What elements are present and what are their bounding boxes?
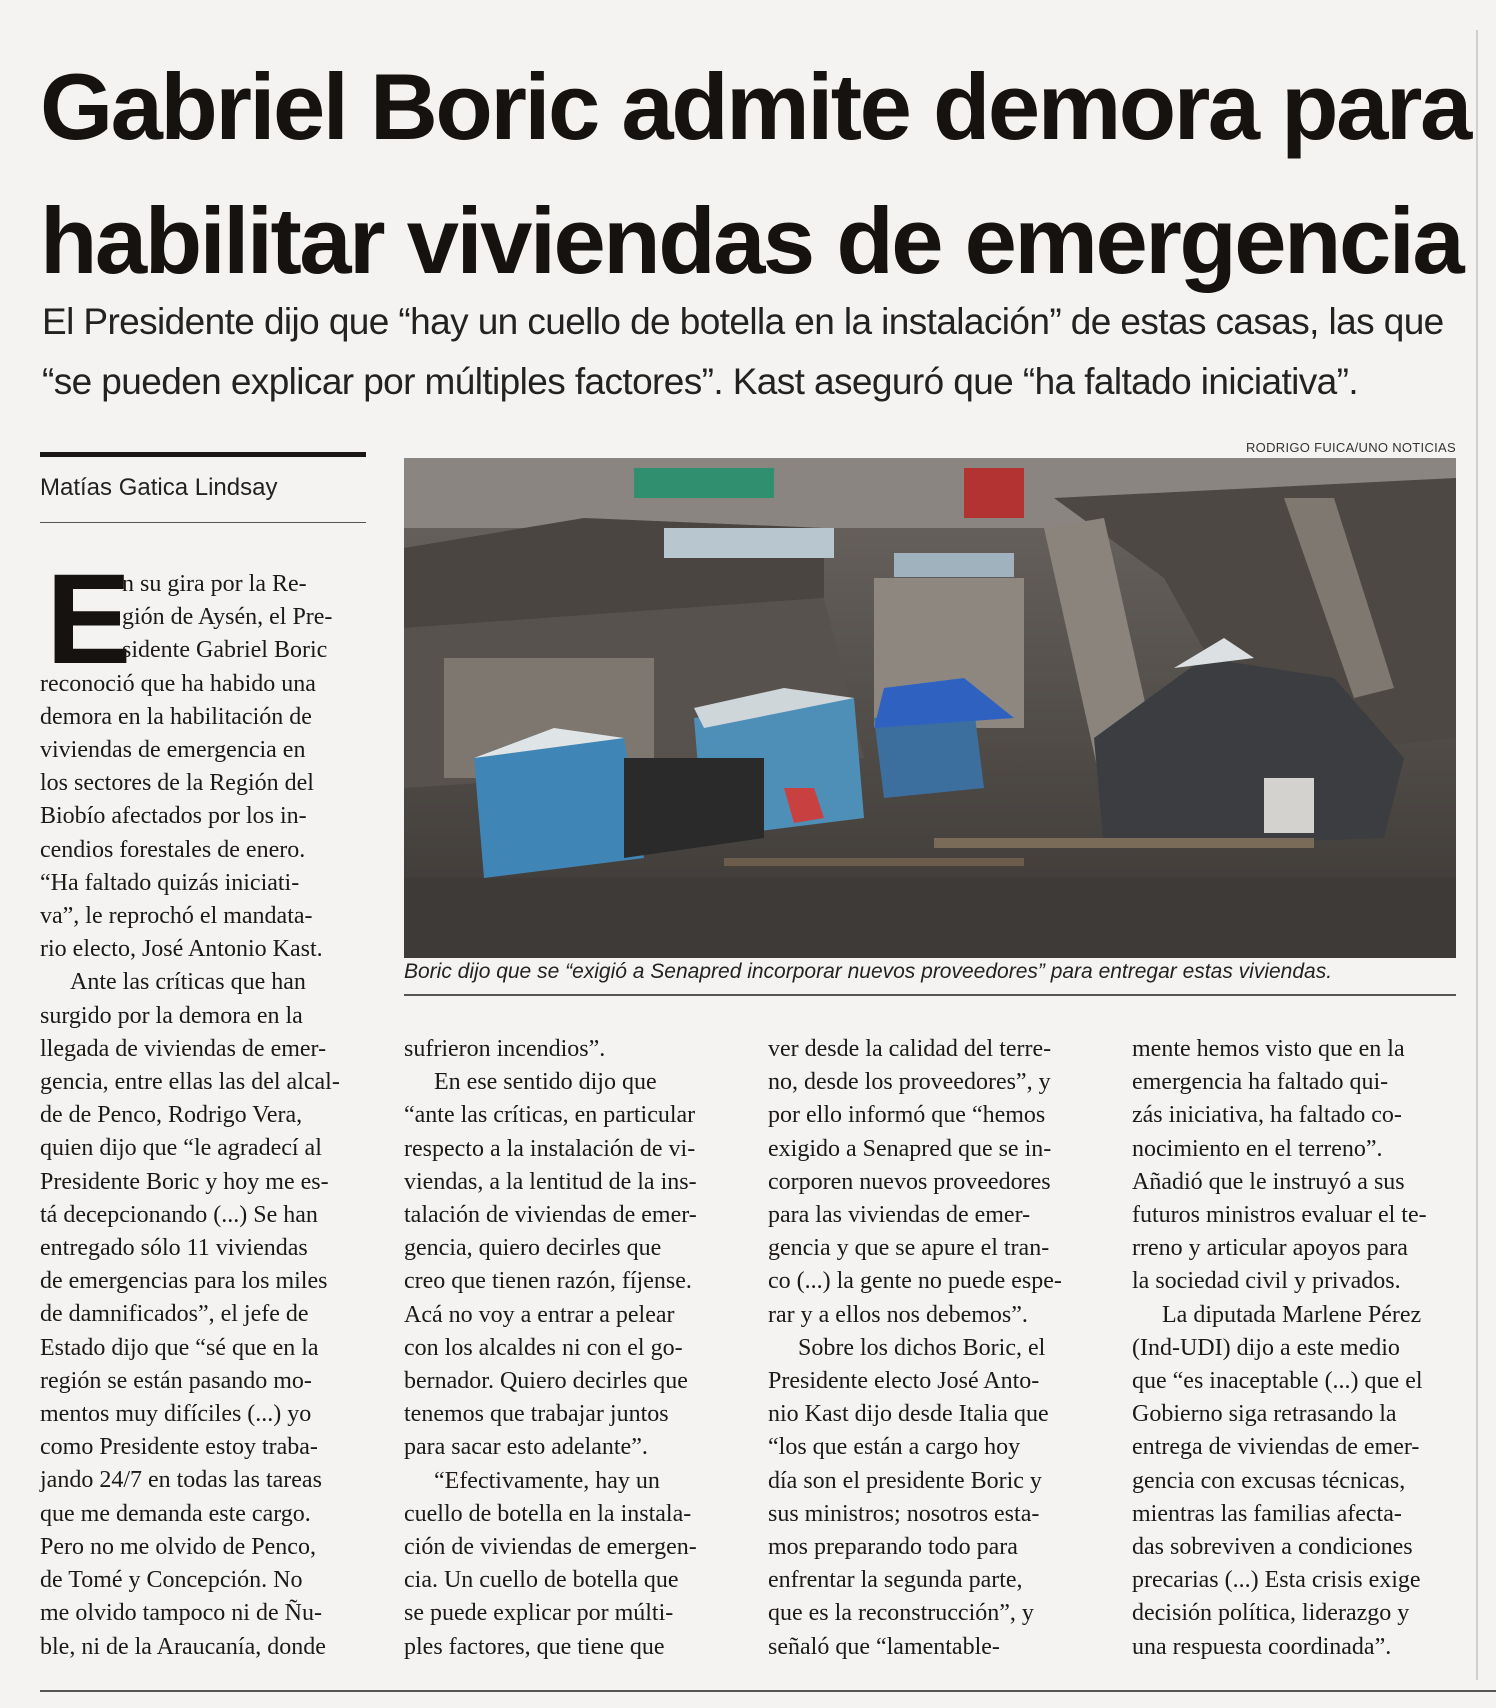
text-line: ción de viviendas de emergen- <box>404 1534 697 1561</box>
text-line: co (...) la gente no puede espe- <box>768 1268 1062 1295</box>
article-column-3 <box>768 1033 1098 1664</box>
text-line: para sacar esto adelante”. <box>404 1434 648 1461</box>
text-line: corporen nuevos proveedores <box>768 1168 1051 1195</box>
news-photo <box>404 458 1456 958</box>
text-line: (Ind-UDI) dijo a este medio <box>1132 1334 1400 1361</box>
text-line: decisión política, liderazgo y <box>1132 1600 1410 1627</box>
text-line: Biobío afectados por los in- <box>40 803 307 830</box>
text-line: precarias (...) Esta crisis exige <box>1132 1567 1421 1594</box>
column-divider <box>1476 30 1478 1680</box>
text-line: emergencia ha faltado qui- <box>1132 1069 1389 1096</box>
text-line: Presidente Boric y hoy me es- <box>40 1168 329 1195</box>
text-line: reconoció que ha habido una <box>40 670 316 697</box>
text-line: mos preparando todo para <box>768 1534 1018 1561</box>
text-line: con los alcaldes ni con el go- <box>404 1334 683 1361</box>
text-line: futuros ministros evaluar el te- <box>1132 1202 1427 1229</box>
text-line: rar y a ellos nos debemos”. <box>768 1301 1028 1328</box>
text-line: que es la reconstrucción”, y <box>768 1600 1034 1627</box>
text-line: llegada de viviendas de emer- <box>40 1035 327 1062</box>
text-line: creo que tienen razón, fíjense. <box>404 1268 692 1295</box>
text-line: la sociedad civil y privados. <box>1132 1268 1401 1295</box>
caption-rule <box>404 994 1456 996</box>
text-line: Gobierno siga retrasando la <box>1132 1401 1397 1428</box>
text-line: Acá no voy a entrar a pelear <box>404 1301 675 1328</box>
article-column-4 <box>1132 1033 1462 1664</box>
text-line: Estado dijo que “sé que en la <box>40 1334 319 1361</box>
text-line: mientras las familias afecta- <box>1132 1500 1402 1527</box>
text-line: entregado sólo 11 viviendas <box>40 1235 308 1262</box>
text-line: gencia, quiero decirles que <box>404 1235 662 1262</box>
text-line: tá decepcionando (...) Se han <box>40 1201 318 1228</box>
headline-line: habilitar viviendas de emergencia <box>40 188 1463 293</box>
text-line: mente hemos visto que en la <box>1132 1036 1405 1062</box>
text-line: rio electo, José Antonio Kast. <box>40 936 323 963</box>
text-line: viendas, a la lentitud de la ins- <box>404 1168 697 1195</box>
photo-caption: Boric dijo que se “exigió a Senapred incorporar nuevos proveedores” para entregar estas viviendas. <box>404 960 1333 983</box>
text-line: los sectores de la Región del <box>40 770 314 797</box>
text-line: Ante las críticas que han <box>70 969 306 996</box>
text-line: enfrentar la segunda parte, <box>768 1567 1023 1594</box>
text-line: de damnificados”, el jefe de <box>40 1301 309 1328</box>
text-line: como Presidente estoy traba- <box>40 1434 318 1461</box>
text-line: ples factores, que tiene que <box>404 1633 665 1660</box>
bottom-rule <box>40 1690 1496 1692</box>
text-line: n su gira por la Re- <box>122 571 307 597</box>
text-line: “ante las críticas, en particular <box>404 1102 696 1129</box>
text-line: Presidente electo José Anto- <box>768 1368 1040 1395</box>
text-line: respecto a la instalación de vi- <box>404 1135 696 1162</box>
byline-top-rule <box>40 452 366 457</box>
text-line: gencia y que se apure el tran- <box>768 1235 1050 1262</box>
text-line: señaló que “lamentable- <box>768 1633 1000 1660</box>
text-line: viviendas de emergencia en <box>40 737 306 764</box>
text-line: por ello informó que “hemos <box>768 1102 1046 1129</box>
text-line: Añadió que le instruyó a sus <box>1132 1168 1405 1195</box>
text-line: nio Kast dijo desde Italia que <box>768 1401 1049 1428</box>
text-line: que “es inaceptable (...) que el <box>1132 1368 1423 1395</box>
drop-cap: E <box>46 548 132 691</box>
article-column-1 <box>40 548 370 1664</box>
text-line: La diputada Marlene Pérez <box>1162 1301 1422 1328</box>
text-line: de emergencias para los miles <box>40 1268 328 1295</box>
text-line: mentos muy difíciles (...) yo <box>40 1401 312 1428</box>
text-line: que me demanda este cargo. <box>40 1500 311 1527</box>
text-line: “Ha faltado quizás iniciati- <box>40 869 300 896</box>
text-line: de Tomé y Concepción. No <box>40 1567 303 1594</box>
deck-line: “se pueden explicar por múltiples factores”. Kast aseguró que “ha faltado iniciativa”. <box>42 361 1359 402</box>
text-line: bernador. Quiero decirles que <box>404 1368 688 1395</box>
text-line: sidente Gabriel Boric <box>122 637 328 664</box>
article-column-2 <box>404 1033 734 1664</box>
text-line: cia. Un cuello de botella que <box>404 1567 679 1594</box>
text-line: talación de viviendas de emer- <box>404 1202 697 1229</box>
text-line: de de Penco, Rodrigo Vera, <box>40 1102 303 1129</box>
photo-credit: RODRIGO FUICA/UNO NOTICIAS <box>1245 440 1456 455</box>
text-line: cuello de botella en la instala- <box>404 1500 692 1527</box>
text-line: una respuesta coordinada”. <box>1132 1633 1392 1660</box>
text-line: me olvido tampoco ni de Ñu- <box>40 1600 322 1627</box>
text-line: no, desde los proveedores”, y <box>768 1069 1051 1096</box>
text-line: surgido por la demora en la <box>40 1002 303 1029</box>
text-line: entrega de viviendas de emer- <box>1132 1434 1420 1461</box>
text-line: para las viviendas de emer- <box>768 1202 1031 1229</box>
text-line: “los que están a cargo hoy <box>768 1434 1021 1461</box>
text-line: “Efectivamente, hay un <box>434 1467 660 1494</box>
text-line: cendios forestales de enero. <box>40 836 306 863</box>
text-line: quien dijo que “le agradecí al <box>40 1135 322 1162</box>
text-line: exigido a Senapred que se in- <box>768 1135 1052 1162</box>
text-line: región se están pasando mo- <box>40 1367 312 1394</box>
text-line: Pero no me olvido de Penco, <box>40 1533 316 1560</box>
text-line: ble, ni de la Araucanía, donde <box>40 1633 326 1660</box>
text-line: En ese sentido dijo que <box>434 1069 657 1096</box>
text-line: rreno y articular apoyos para <box>1132 1235 1408 1262</box>
byline-bottom-rule <box>40 522 366 523</box>
text-line: va”, le reprochó el mandata- <box>40 903 313 930</box>
text-line: Sobre los dichos Boric, el <box>798 1334 1046 1361</box>
text-line: das sobreviven a condiciones <box>1132 1534 1413 1561</box>
headline <box>40 40 1470 308</box>
text-line: demora en la habilitación de <box>40 703 312 730</box>
text-line: gión de Aysén, el Pre- <box>122 604 333 631</box>
text-line: se puede explicar por múlti- <box>404 1600 674 1627</box>
text-line: sufrieron incendios”. <box>404 1036 606 1062</box>
headline-line: Gabriel Boric admite demora para <box>40 54 1470 159</box>
deck-subtitle <box>42 292 1462 412</box>
text-line: día son el presidente Boric y <box>768 1467 1042 1494</box>
text-line: gencia, entre ellas las del alcal- <box>40 1069 340 1096</box>
text-line: ver desde la calidad del terre- <box>768 1036 1052 1062</box>
byline: Matías Gatica Lindsay <box>40 474 278 501</box>
text-line: jando 24/7 en todas las tareas <box>40 1467 322 1494</box>
deck-line: El Presidente dijo que “hay un cuello de botella en la instalación” de estas casas, las que <box>42 301 1444 342</box>
text-line: zás iniciativa, ha faltado co- <box>1132 1102 1402 1129</box>
text-line: nocimiento en el terreno”. <box>1132 1135 1383 1162</box>
text-line: tenemos que trabajar juntos <box>404 1401 669 1428</box>
text-line: gencia con excusas técnicas, <box>1132 1467 1406 1494</box>
text-line: sus ministros; nosotros esta- <box>768 1500 1040 1527</box>
